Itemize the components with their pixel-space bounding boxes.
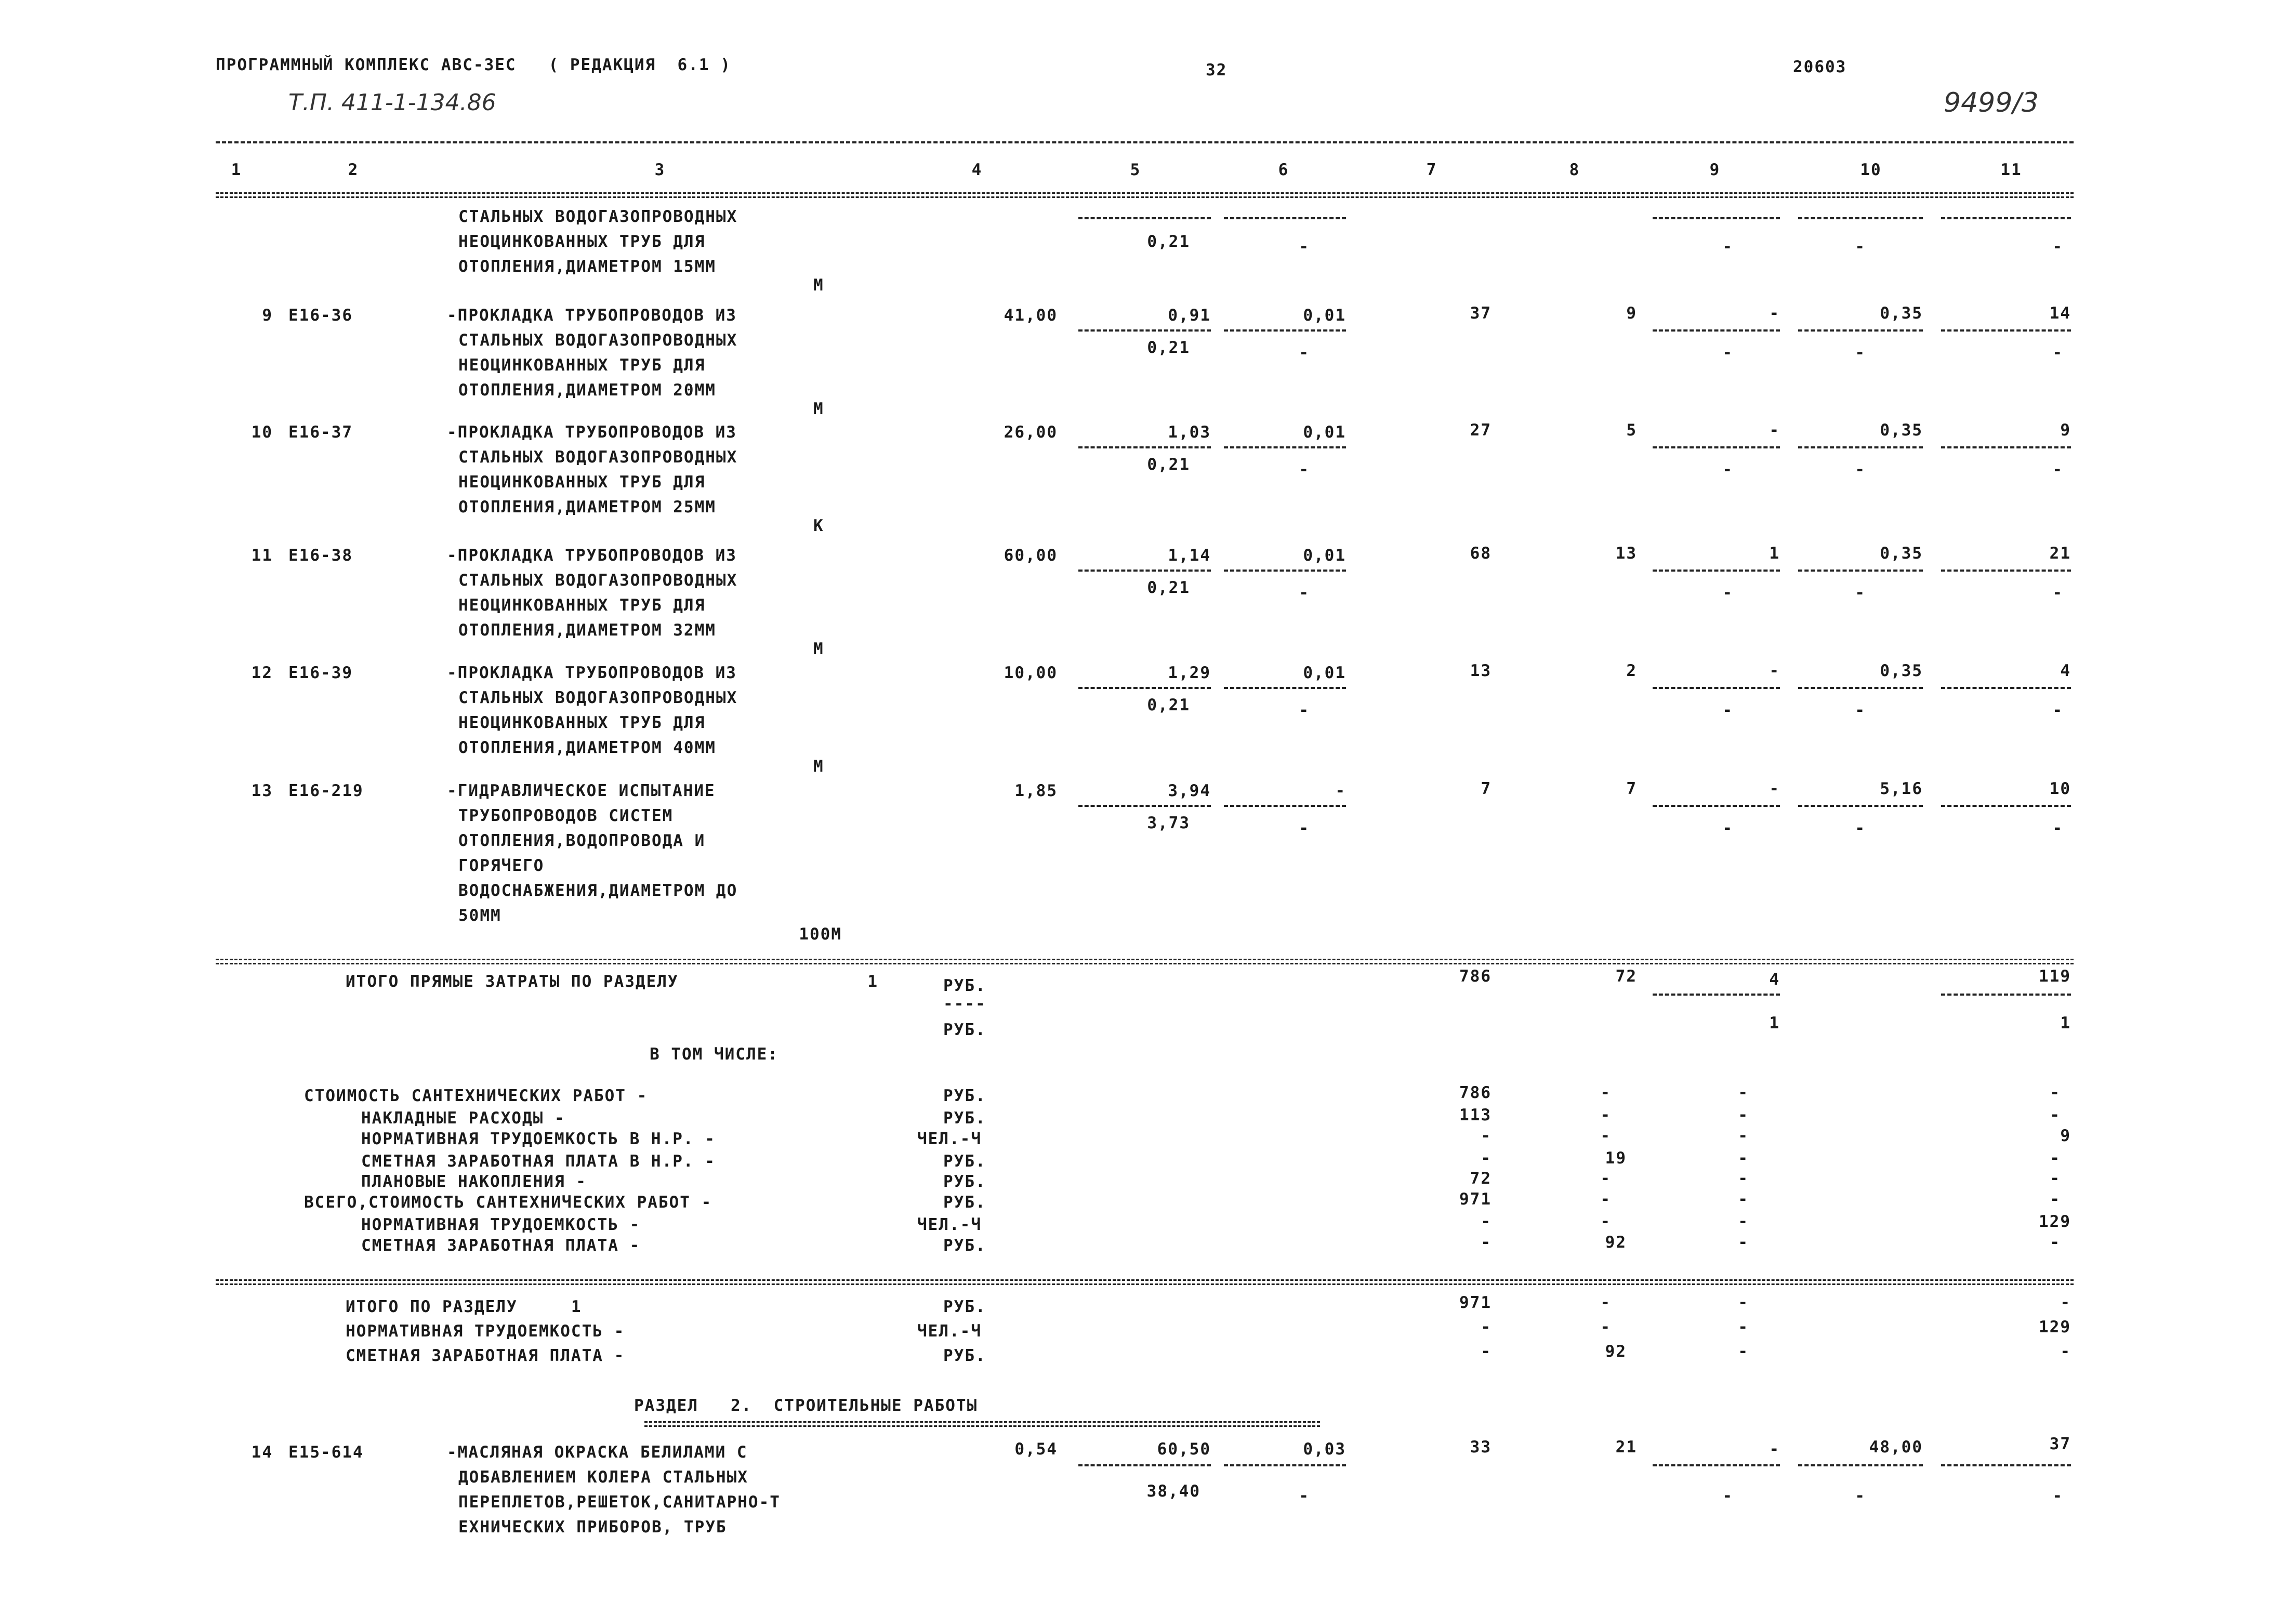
labor-part: - — [1855, 343, 1866, 362]
unit-wage: 0,03 — [1303, 1440, 1346, 1459]
unit-price: 60,50 — [1157, 1440, 1211, 1459]
total-labor: 14 — [2049, 304, 2071, 323]
summary-label: ПЛАНОВЫЕ НАКОПЛЕНИЯ - — [361, 1172, 587, 1191]
summary-label: НОРМАТИВНАЯ ТРУДОЕМКОСТЬ - — [361, 1215, 641, 1234]
section-total-machine: - — [1738, 1342, 1749, 1361]
section-total-wage: - — [1600, 1293, 1611, 1312]
cell-rule — [1653, 446, 1780, 448]
labor-part: - — [1855, 1487, 1866, 1505]
labor-per-unit: 48,00 — [1869, 1438, 1923, 1457]
cell-rule — [1798, 805, 1923, 807]
work-description: ОТОПЛЕНИЯ,ДИАМЕТРОМ 32ММ — [458, 621, 716, 640]
machine-wage-part: - — [1722, 237, 1733, 256]
total-direct-unit: РУБ. — [943, 1021, 986, 1039]
section-total-label: ИТОГО ПО РАЗДЕЛУ 1 — [346, 1298, 582, 1316]
summary-label: ВСЕГО,СТОИМОСТЬ САНТЕХНИЧЕСКИХ РАБОТ - — [304, 1193, 712, 1212]
work-description: -ПРОКЛАДКА ТРУБОПРОВОДОВ ИЗ — [447, 546, 737, 565]
machine-wage-part: - — [1722, 460, 1733, 479]
section-rule — [216, 959, 2074, 964]
column-header-9: 9 — [1709, 161, 1721, 179]
summary-unit: РУБ. — [943, 1193, 986, 1212]
cell-rule — [1941, 217, 2071, 219]
total-labor-part: - — [2052, 1487, 2063, 1505]
summary-label: СТОИМОСТЬ САНТЕХНИЧЕСКИХ РАБОТ - — [304, 1087, 648, 1105]
unit-wage-part: - — [1299, 819, 1310, 838]
section-total-cost: - — [1481, 1342, 1492, 1361]
summary-unit: РУБ. — [943, 1172, 986, 1191]
work-description: ОТОПЛЕНИЯ,ДИАМЕТРОМ 40ММ — [458, 738, 716, 757]
cell-rule — [1941, 329, 2071, 332]
total-wage: 21 — [1615, 1438, 1637, 1457]
work-description: ОТОПЛЕНИЯ,ДИАМЕТРОМ 20ММ — [458, 381, 716, 400]
total-direct-machine-wage: 1 — [1769, 1014, 1780, 1032]
summary-cost: - — [1481, 1149, 1492, 1168]
total-direct-unit-separator: ---- — [943, 995, 986, 1013]
summary-cost: 113 — [1459, 1106, 1492, 1124]
work-description: ДОБАВЛЕНИЕМ КОЛЕРА СТАЛЬНЫХ — [458, 1468, 748, 1487]
column-header-3: 3 — [654, 161, 666, 179]
total-cost: 33 — [1470, 1438, 1492, 1457]
total-direct-labor-part: 1 — [2060, 1014, 2071, 1032]
cell-rule — [1653, 687, 1780, 689]
cell-rule — [1078, 329, 1211, 332]
unit-price: 3,94 — [1168, 782, 1211, 800]
summary-wage: - — [1600, 1190, 1611, 1209]
rate-code: Е16-38 — [288, 546, 353, 565]
summary-unit: РУБ. — [943, 1152, 986, 1171]
summary-labor: - — [2050, 1083, 2061, 1102]
column-header-8: 8 — [1569, 161, 1580, 179]
work-description: СТАЛЬНЫХ ВОДОГАЗОПРОВОДНЫХ — [458, 448, 738, 467]
labor-part: - — [1855, 584, 1866, 602]
summary-wage: 92 — [1605, 1233, 1627, 1252]
total-labor: 37 — [2049, 1435, 2071, 1453]
summary-labor: - — [2050, 1169, 2061, 1188]
labor-per-unit: 0,35 — [1880, 544, 1923, 563]
unit-wage-part: - — [1299, 343, 1310, 362]
machine-wage-part: - — [1722, 343, 1733, 362]
quantity: 60,00 — [1004, 546, 1058, 565]
summary-cost: - — [1481, 1127, 1492, 1145]
total-labor: 4 — [2060, 661, 2071, 680]
unit-wage: 0,01 — [1303, 664, 1346, 682]
unit-wage-part: - — [1299, 1487, 1310, 1505]
cell-rule — [1078, 687, 1211, 689]
section-total-label: НОРМАТИВНАЯ ТРУДОЕМКОСТЬ - — [346, 1322, 625, 1341]
rate-code: Е15-614 — [288, 1443, 364, 1462]
section-total-cost: 971 — [1459, 1293, 1492, 1312]
summary-cost: 72 — [1470, 1169, 1492, 1188]
quantity: 26,00 — [1004, 423, 1058, 442]
section-2-title: РАЗДЕЛ 2. СТРОИТЕЛЬНЫЕ РАБОТЫ — [634, 1396, 978, 1415]
unit-wage-part: - — [1299, 460, 1310, 479]
work-description: ОТОПЛЕНИЯ,ВОДОПРОВОДА И — [458, 831, 706, 850]
machine-wage-part: - — [1722, 701, 1733, 720]
cell-rule — [1078, 570, 1211, 572]
unit-price-wage-part: 0,21 — [1147, 338, 1190, 357]
quantity: 1,85 — [1014, 782, 1058, 800]
including-heading: В ТОМ ЧИСЛЕ: — [650, 1045, 778, 1064]
work-description: -ПРОКЛАДКА ТРУБОПРОВОДОВ ИЗ — [447, 664, 737, 682]
cell-rule — [1224, 329, 1346, 332]
summary-wage: - — [1600, 1212, 1611, 1231]
total-cost: 37 — [1470, 304, 1492, 323]
machine-cost: - — [1769, 421, 1780, 440]
total-cost: 27 — [1470, 421, 1492, 440]
column-header-1: 1 — [231, 161, 242, 179]
summary-machine: - — [1738, 1083, 1749, 1102]
row-number: 13 — [251, 782, 273, 800]
summary-wage: - — [1600, 1106, 1611, 1124]
column-header-4: 4 — [971, 161, 983, 179]
work-description: СТАЛЬНЫХ ВОДОГАЗОПРОВОДНЫХ — [458, 689, 738, 707]
summary-labor: - — [2050, 1233, 2061, 1252]
work-description: ОТОПЛЕНИЯ,ДИАМЕТРОМ 25ММ — [458, 498, 716, 517]
cell-rule — [1653, 329, 1780, 332]
summary-cost: 786 — [1459, 1083, 1492, 1102]
unit-of-measure: М — [813, 400, 824, 418]
summary-wage: - — [1600, 1127, 1611, 1145]
cell-rule — [1653, 994, 1780, 996]
summary-machine: - — [1738, 1149, 1749, 1168]
summary-unit: ЧЕЛ.-Ч — [917, 1130, 982, 1148]
total-labor-part: - — [2052, 237, 2063, 256]
summary-wage: 19 — [1605, 1149, 1627, 1168]
work-description: -МАСЛЯНАЯ ОКРАСКА БЕЛИЛАМИ С — [447, 1443, 748, 1462]
cell-rule — [1941, 570, 2071, 572]
summary-machine: - — [1738, 1127, 1749, 1145]
summary-unit: РУБ. — [943, 1109, 986, 1128]
total-direct-machine: 4 — [1769, 970, 1780, 989]
program-title: ПРОГРАММНЫЙ КОМПЛЕКС АВС-3ЕС ( РЕДАКЦИЯ 6.1 ) — [216, 56, 731, 74]
quantity: 0,54 — [1014, 1440, 1058, 1459]
summary-labor: - — [2050, 1190, 2061, 1209]
summary-cost: - — [1481, 1212, 1492, 1231]
total-labor: 10 — [2049, 779, 2071, 798]
summary-label: СМЕТНАЯ ЗАРАБОТНАЯ ПЛАТА - — [361, 1236, 641, 1255]
unit-wage-part: - — [1299, 584, 1310, 602]
column-header-2: 2 — [348, 161, 359, 179]
work-description: СТАЛЬНЫХ ВОДОГАЗОПРОВОДНЫХ — [458, 207, 738, 226]
cell-rule — [1798, 570, 1923, 572]
total-wage: 5 — [1626, 421, 1637, 440]
total-labor-part: - — [2052, 584, 2063, 602]
cell-rule — [1224, 570, 1346, 572]
work-description: ОТОПЛЕНИЯ,ДИАМЕТРОМ 15ММ — [458, 257, 716, 276]
summary-machine: - — [1738, 1190, 1749, 1209]
labor-part: - — [1855, 819, 1866, 838]
cell-rule — [1941, 687, 2071, 689]
unit-wage: 0,01 — [1303, 546, 1346, 565]
row-number: 9 — [262, 306, 273, 325]
work-description: 50ММ — [458, 906, 502, 925]
labor-per-unit: 0,35 — [1880, 421, 1923, 440]
document-code: 20603 — [1793, 58, 1847, 76]
total-direct-wage: 72 — [1615, 967, 1637, 986]
row-number: 11 — [251, 546, 273, 565]
cell-rule — [1798, 217, 1923, 219]
section-total-unit: РУБ. — [943, 1298, 986, 1316]
cell-rule — [1224, 805, 1346, 807]
summary-label: НОРМАТИВНАЯ ТРУДОЕМКОСТЬ В Н.Р. - — [361, 1130, 716, 1148]
work-description: ГОРЯЧЕГО — [458, 856, 545, 875]
work-description: НЕОЦИНКОВАННЫХ ТРУБ ДЛЯ — [458, 356, 706, 375]
summary-labor: 9 — [2060, 1127, 2071, 1145]
unit-price-wage-part: 38,40 — [1146, 1482, 1200, 1501]
rate-code: Е16-37 — [288, 423, 353, 442]
header-top-rule — [216, 141, 2074, 143]
labor-per-unit: 0,35 — [1880, 661, 1923, 680]
section-total-unit: ЧЕЛ.-Ч — [917, 1322, 982, 1341]
work-description: НЕОЦИНКОВАННЫХ ТРУБ ДЛЯ — [458, 232, 706, 251]
summary-cost: - — [1481, 1233, 1492, 1252]
work-description: НЕОЦИНКОВАННЫХ ТРУБ ДЛЯ — [458, 713, 706, 732]
summary-labor: - — [2050, 1149, 2061, 1168]
section-total-labor: - — [2060, 1342, 2071, 1361]
total-labor-part: - — [2052, 701, 2063, 720]
machine-wage-part: - — [1722, 819, 1733, 838]
cell-rule — [1798, 329, 1923, 332]
cell-rule — [1224, 1464, 1346, 1466]
section-total-labor: - — [2060, 1293, 2071, 1312]
unit-price-wage-part: 0,21 — [1147, 578, 1190, 597]
unit-price: 1,03 — [1168, 423, 1211, 442]
machine-wage-part: - — [1722, 584, 1733, 602]
cell-rule — [1224, 217, 1346, 219]
cell-rule — [1798, 687, 1923, 689]
summary-label: НАКЛАДНЫЕ РАСХОДЫ - — [361, 1109, 565, 1128]
unit-price-wage-part: 3,73 — [1147, 814, 1190, 832]
quantity: 41,00 — [1004, 306, 1058, 325]
cell-rule — [1941, 446, 2071, 448]
handwritten-doc-number: 9499/3 — [1944, 87, 2039, 118]
work-description: ВОДОСНАБЖЕНИЯ,ДИАМЕТРОМ ДО — [458, 881, 738, 900]
page-number: 32 — [1206, 61, 1228, 80]
cell-rule — [1798, 446, 1923, 448]
section-total-labor: 129 — [2039, 1318, 2071, 1336]
summary-machine: - — [1738, 1169, 1749, 1188]
total-direct-unit: РУБ. — [943, 976, 986, 995]
machine-cost: - — [1769, 661, 1780, 680]
section-total-machine: - — [1738, 1318, 1749, 1336]
cell-rule — [1078, 1464, 1211, 1466]
work-description: ТРУБОПРОВОДОВ СИСТЕМ — [458, 806, 674, 825]
labor-part: - — [1855, 237, 1866, 256]
cell-rule — [1078, 217, 1211, 219]
unit-wage-part: - — [1299, 237, 1310, 256]
total-wage: 7 — [1626, 779, 1637, 798]
work-description: -ПРОКЛАДКА ТРУБОПРОВОДОВ ИЗ — [447, 423, 737, 442]
column-header-7: 7 — [1426, 161, 1437, 179]
rate-code: Е16-36 — [288, 306, 353, 325]
summary-unit: ЧЕЛ.-Ч — [917, 1215, 982, 1234]
total-labor: 21 — [2049, 544, 2071, 563]
unit-of-measure: М — [813, 640, 824, 658]
summary-labor: 129 — [2039, 1212, 2071, 1231]
machine-wage-part: - — [1722, 1487, 1733, 1505]
summary-wage: - — [1600, 1169, 1611, 1188]
summary-machine: - — [1738, 1212, 1749, 1231]
cell-rule — [1941, 805, 2071, 807]
unit-wage: 0,01 — [1303, 306, 1346, 325]
work-description: ЕХНИЧЕСКИХ ПРИБОРОВ, ТРУБ — [458, 1518, 727, 1537]
total-labor-part: - — [2052, 819, 2063, 838]
cell-rule — [1653, 805, 1780, 807]
labor-per-unit: 0,35 — [1880, 304, 1923, 323]
summary-wage: - — [1600, 1083, 1611, 1102]
cell-rule — [1224, 446, 1346, 448]
cell-rule — [1224, 687, 1346, 689]
column-header-10: 10 — [1860, 161, 1882, 179]
cell-rule — [1078, 446, 1211, 448]
cell-rule — [1653, 217, 1780, 219]
summary-cost: 971 — [1459, 1190, 1492, 1209]
machine-cost: - — [1769, 1440, 1780, 1459]
work-description: ПЕРЕПЛЕТОВ,РЕШЕТОК,САНИТАРНО-Т — [458, 1493, 781, 1512]
machine-cost: 1 — [1769, 544, 1780, 563]
total-wage: 9 — [1626, 304, 1637, 323]
column-header-6: 6 — [1278, 161, 1289, 179]
cell-rule — [1653, 570, 1780, 572]
row-number: 12 — [251, 664, 273, 682]
cell-rule — [1941, 994, 2071, 996]
column-header-11: 11 — [2000, 161, 2022, 179]
total-labor: 9 — [2060, 421, 2071, 440]
unit-wage: 0,01 — [1303, 423, 1346, 442]
total-direct-labor: 119 — [2039, 967, 2071, 986]
section-rule — [216, 1279, 2074, 1285]
total-direct-cost: 786 — [1459, 967, 1492, 986]
section-total-machine: - — [1738, 1293, 1749, 1312]
total-cost: 68 — [1470, 544, 1492, 563]
section-2-underline — [644, 1421, 1320, 1427]
total-wage: 2 — [1626, 661, 1637, 680]
total-direct-section: 1 — [867, 972, 878, 991]
labor-part: - — [1855, 701, 1866, 720]
unit-price: 1,14 — [1168, 546, 1211, 565]
rate-code: Е16-219 — [288, 782, 364, 800]
summary-machine: - — [1738, 1106, 1749, 1124]
machine-cost: - — [1769, 304, 1780, 323]
unit-of-measure: 100М — [799, 925, 842, 944]
row-number: 10 — [251, 423, 273, 442]
unit-wage-part: - — [1299, 701, 1310, 720]
unit-wage: - — [1335, 782, 1346, 800]
labor-per-unit: 5,16 — [1880, 779, 1923, 798]
cell-rule — [1798, 1464, 1923, 1466]
total-cost: 13 — [1470, 661, 1492, 680]
total-labor-part: - — [2052, 460, 2063, 479]
summary-labor: - — [2050, 1106, 2061, 1124]
section-total-cost: - — [1481, 1318, 1492, 1336]
work-description: -ПРОКЛАДКА ТРУБОПРОВОДОВ ИЗ — [447, 306, 737, 325]
unit-price-wage-part: 0,21 — [1147, 232, 1190, 251]
unit-price-wage-part: 0,21 — [1147, 696, 1190, 714]
summary-machine: - — [1738, 1233, 1749, 1252]
work-description: НЕОЦИНКОВАННЫХ ТРУБ ДЛЯ — [458, 473, 706, 492]
work-description: -ГИДРАВЛИЧЕСКОЕ ИСПЫТАНИЕ — [447, 782, 716, 800]
section-total-wage: - — [1600, 1318, 1611, 1336]
column-header-5: 5 — [1130, 161, 1141, 179]
total-wage: 13 — [1615, 544, 1637, 563]
cell-rule — [1078, 805, 1211, 807]
unit-price: 1,29 — [1168, 664, 1211, 682]
unit-price: 0,91 — [1168, 306, 1211, 325]
cell-rule — [1653, 1464, 1780, 1466]
unit-of-measure: К — [813, 517, 824, 535]
machine-cost: - — [1769, 779, 1780, 798]
unit-of-measure: М — [813, 276, 824, 295]
rate-code: Е16-39 — [288, 664, 353, 682]
project-number: Т.П. 411-1-134.86 — [288, 89, 496, 116]
section-total-wage: 92 — [1605, 1342, 1627, 1361]
unit-price-wage-part: 0,21 — [1147, 455, 1190, 474]
header-bottom-rule — [216, 192, 2074, 198]
total-labor-part: - — [2052, 343, 2063, 362]
summary-unit: РУБ. — [943, 1236, 986, 1255]
summary-label: СМЕТНАЯ ЗАРАБОТНАЯ ПЛАТА В Н.Р. - — [361, 1152, 716, 1171]
summary-unit: РУБ. — [943, 1087, 986, 1105]
unit-of-measure: М — [813, 757, 824, 776]
work-description: СТАЛЬНЫХ ВОДОГАЗОПРОВОДНЫХ — [458, 331, 738, 350]
cell-rule — [1941, 1464, 2071, 1466]
row-number: 14 — [251, 1443, 273, 1462]
quantity: 10,00 — [1004, 664, 1058, 682]
labor-part: - — [1855, 460, 1866, 479]
section-total-label: СМЕТНАЯ ЗАРАБОТНАЯ ПЛАТА - — [346, 1346, 625, 1365]
section-total-unit: РУБ. — [943, 1346, 986, 1365]
total-direct-label: ИТОГО ПРЯМЫЕ ЗАТРАТЫ ПО РАЗДЕЛУ — [346, 972, 679, 991]
work-description: СТАЛЬНЫХ ВОДОГАЗОПРОВОДНЫХ — [458, 571, 738, 590]
total-cost: 7 — [1481, 779, 1492, 798]
work-description: НЕОЦИНКОВАННЫХ ТРУБ ДЛЯ — [458, 596, 706, 615]
